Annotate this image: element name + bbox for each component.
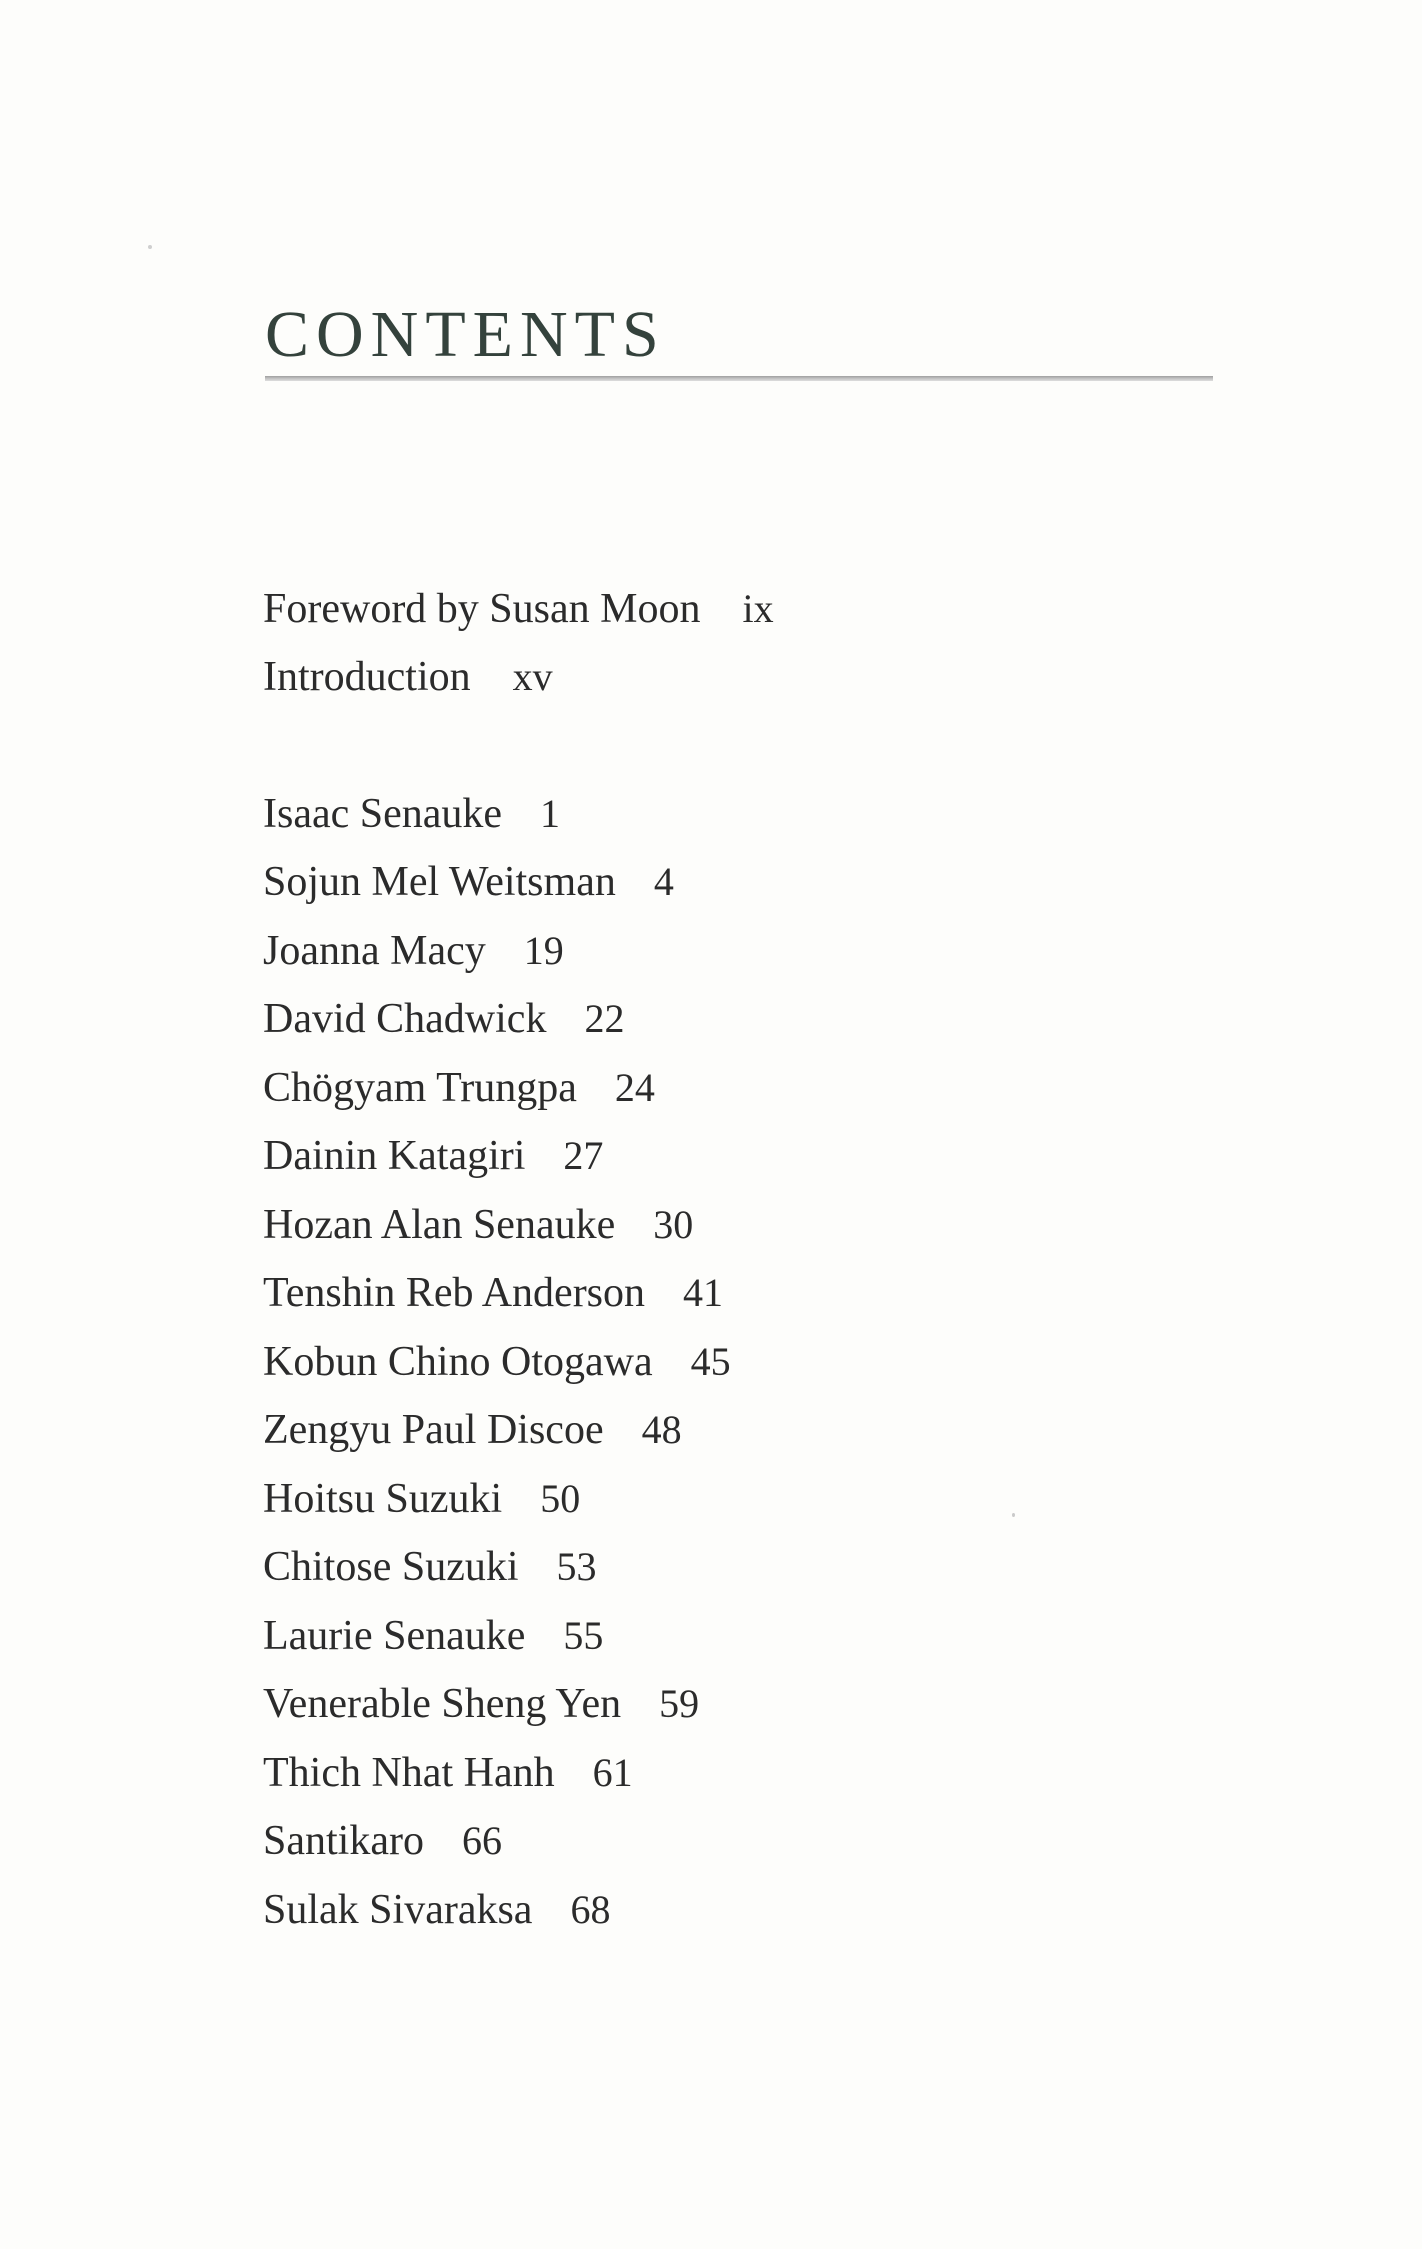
toc-entry-title: Laurie Senauke	[263, 1613, 526, 1659]
toc-entry-page: 30	[653, 1202, 694, 1247]
toc-entry	[263, 930, 564, 972]
toc-entry-title: Thich Nhat Hanh	[263, 1750, 555, 1796]
toc-entry-page: 53	[556, 1544, 597, 1589]
toc-entry-title: Sulak Sivaraksa	[263, 1887, 533, 1933]
toc-entry-page: 55	[563, 1613, 604, 1658]
toc-entry-title: Zengyu Paul Discoe	[263, 1407, 604, 1453]
toc-entry-title: Joanna Macy	[263, 928, 486, 974]
toc-entry	[263, 1272, 723, 1314]
toc-entry	[263, 1889, 610, 1931]
toc-entry	[263, 1683, 699, 1725]
toc-entry	[263, 1135, 603, 1177]
toc-entry-title: Chitose Suzuki	[263, 1544, 519, 1590]
title-rule	[265, 376, 1213, 381]
toc-entry-title: Kobun Chino Otogawa	[263, 1339, 653, 1385]
toc-entry-page: 27	[563, 1133, 604, 1178]
toc-entry-title: Hozan Alan Senauke	[263, 1202, 616, 1248]
toc-entry-title: Isaac Senauke	[263, 791, 503, 837]
toc-entry	[263, 1752, 633, 1794]
toc-entry-title: Chögyam Trungpa	[263, 1065, 577, 1111]
toc-entry-introduction	[263, 656, 553, 698]
toc-entry	[263, 1615, 603, 1657]
toc-entry-title: Foreword by Susan Moon	[263, 586, 701, 632]
toc-entry-page: 41	[683, 1270, 724, 1315]
toc-entry-page: ix	[742, 586, 774, 631]
toc-entry-title: David Chadwick	[263, 996, 547, 1042]
toc-entry-title: Santikaro	[263, 1818, 424, 1864]
toc-entry-page: xv	[512, 654, 553, 699]
toc-entry-foreword	[263, 588, 774, 630]
toc-entry-title: Tenshin Reb Anderson	[263, 1270, 646, 1316]
toc-entry-title: Introduction	[263, 654, 471, 700]
toc-entry-page: 50	[540, 1476, 581, 1521]
toc-entry	[263, 998, 624, 1040]
toc-entry-title: Dainin Katagiri	[263, 1133, 526, 1179]
toc-entry-title: Sojun Mel Weitsman	[263, 859, 616, 905]
toc-entry	[263, 1409, 682, 1451]
toc-entry	[263, 1341, 731, 1383]
toc-entry	[263, 1546, 597, 1588]
toc-entry-page: 45	[690, 1339, 731, 1384]
paper-speck	[1012, 1513, 1015, 1517]
toc-entry-title: Hoitsu Suzuki	[263, 1476, 503, 1522]
toc-entry-title: Venerable Sheng Yen	[263, 1681, 622, 1727]
toc-entry	[263, 1067, 655, 1109]
toc-entry	[263, 793, 560, 835]
toc-entry-page: 48	[641, 1407, 682, 1452]
toc-entry-page: 61	[592, 1750, 633, 1795]
toc-entry	[263, 1478, 580, 1520]
toc-entry	[263, 1204, 693, 1246]
toc-entry	[263, 1820, 502, 1862]
toc-entry-page: 68	[570, 1887, 611, 1932]
toc-entry	[263, 861, 674, 903]
paper-speck	[148, 245, 152, 249]
toc-entry-page: 19	[523, 928, 564, 973]
toc-entry-page: 4	[653, 859, 674, 904]
toc-entry-page: 22	[584, 996, 625, 1041]
page-title: CONTENTS	[265, 298, 666, 372]
toc-entry-page: 1	[540, 791, 561, 836]
toc-entry-page: 66	[461, 1818, 502, 1863]
toc-entry-page: 59	[659, 1681, 700, 1726]
toc-entry-page: 24	[614, 1065, 655, 1110]
